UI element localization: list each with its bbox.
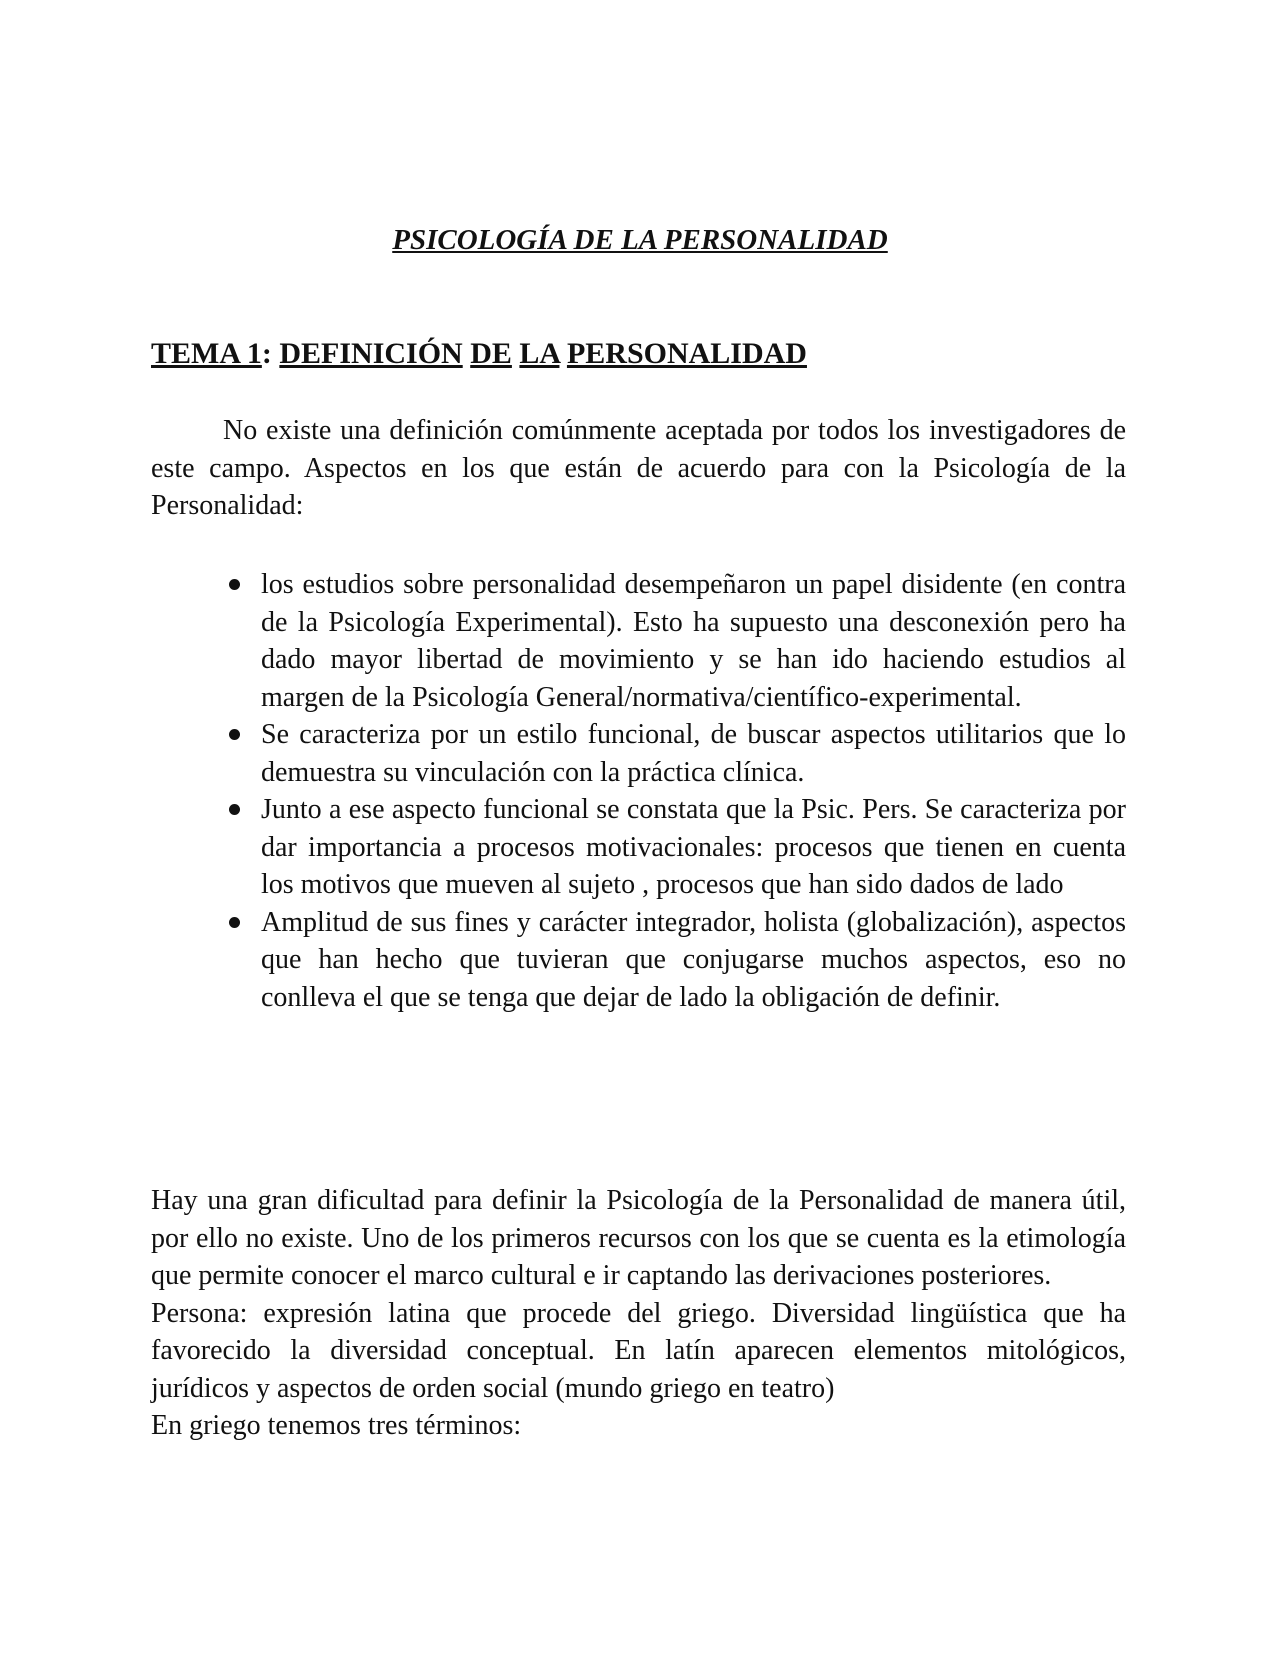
list-item-text: los estudios sobre personalidad desempeñaron un papel disidente (en contra de la Psicología Experimental). Esto ha supuesto una desconexión pero ha dado mayor libertad de movimiento y se han ido haciendo estudios al margen de la Psicología General/normativa/científico-experimental. [261, 569, 1126, 713]
page-title: PSICOLOGÍA DE LA PERSONALIDAD [392, 224, 888, 256]
heading-word-de: DE [470, 337, 512, 370]
list-item [261, 716, 1126, 791]
paragraph-dificultad: Hay una gran dificultad para definir la Psicología de la Personalidad de manera útil, por ello no existe. Uno de los primeros recursos con los que se cuenta es la etimología que permite conocer el marco cultural e ir captando las derivaciones posteriores. [151, 1185, 1126, 1291]
heading-word-personalidad: PERSONALIDAD [566, 337, 807, 370]
intro-paragraph: No existe una definición comúnmente aceptada por todos los investigadores de este campo. Aspectos en los que están de acuerdo para con la Psicología de la Personalidad: [151, 415, 1126, 521]
paragraph-griego: En griego tenemos tres términos: [151, 1410, 522, 1441]
paragraph-persona: Persona: expresión latina que procede del griego. Diversidad lingüística que ha favorecido la diversidad conceptual. En latín aparecen elementos mitológicos, jurídicos y aspectos de orden social (mundo griego en teatro) [151, 1297, 1126, 1404]
heading-word-definicion: DEFINICIÓN [279, 337, 463, 370]
bullet-icon [229, 804, 240, 815]
bullet-icon [229, 579, 240, 590]
list-item-text: Amplitud de sus fines y carácter integrador, holista (globalización), aspectos que han hecho que tuvieran que conjugarse muchos aspectos, eso no conlleva el que se tenga que dejar de lado la obligación de definir. [261, 906, 1126, 1013]
bullet-icon [229, 729, 240, 740]
list-item [261, 904, 1126, 1017]
body-section [151, 1182, 1126, 1445]
heading-tema: TEMA 1 [151, 337, 262, 370]
bullet-list [261, 566, 1126, 1016]
list-item [261, 566, 1126, 716]
heading-word-la: LA [519, 337, 560, 370]
section-heading [151, 335, 807, 373]
bullet-icon [229, 917, 240, 928]
list-item [261, 791, 1126, 904]
list-item-text: Se caracteriza por un estilo funcional, de buscar aspectos utilitarios que lo demuestra su vinculación con la práctica clínica. [261, 719, 1126, 788]
heading-colon: : [261, 337, 280, 370]
list-item-text: Junto a ese aspecto funcional se constata que la Psic. Pers. Se caracteriza por dar importancia a procesos motivacionales: procesos que tienen en cuenta los motivos que mueven al sujeto , procesos que han sido dados de lado [261, 794, 1126, 900]
